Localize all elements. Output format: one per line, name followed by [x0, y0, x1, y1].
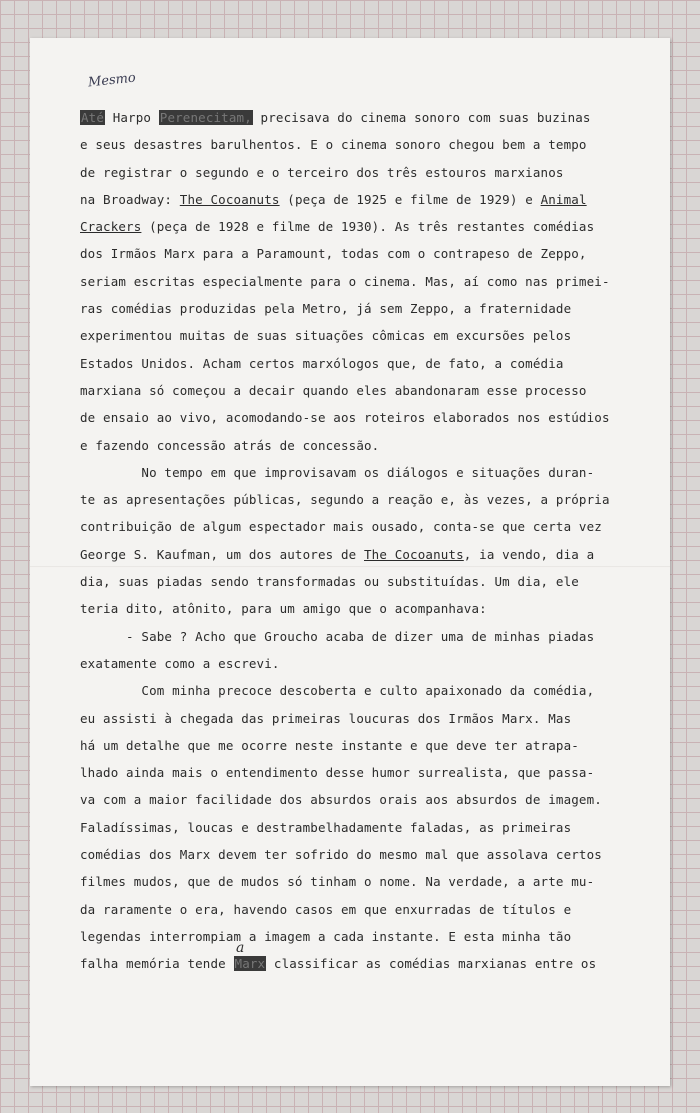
struck-text: Perenecitam,: [159, 110, 252, 125]
text-line: [80, 896, 650, 923]
text-run: e seus desastres barulhentos. E o cinema sonoro chegou bem a tempo: [80, 137, 587, 153]
text-run: , ia vendo, dia a: [463, 546, 595, 562]
text-line: [80, 186, 650, 213]
underlined-title: Animal: [540, 191, 587, 207]
text-line: [80, 568, 650, 595]
text-run: Estados Unidos. Acham certos marxólogos que, de fato, a comédia: [80, 355, 564, 371]
text-run: precisava do cinema sonoro com suas buzinas: [252, 110, 591, 125]
text-run: há um detalhe que me ocorre neste instante e que deve ter atrapa-: [80, 737, 579, 753]
text-run: comédias dos Marx devem ter sofrido do mesmo mal que assolava certos: [80, 847, 602, 863]
text-line: [80, 432, 650, 459]
underlined-title: The Cocoanuts: [179, 191, 280, 207]
text-line: [80, 923, 650, 950]
text-run: na Broadway:: [80, 191, 180, 207]
underlined-title: The Cocoanuts: [364, 546, 464, 562]
text-line: [80, 950, 650, 977]
text-run: experimentou muitas de suas situações cômicas em excursões pelos: [80, 328, 572, 344]
text-line: [80, 705, 650, 732]
text-line: [80, 240, 650, 267]
text-run: te as apresentações públicas, segundo a reação e, às vezes, a própria: [80, 492, 610, 508]
struck-text: Até: [81, 110, 105, 125]
text-run: filmes mudos, que de mudos só tinham o nome. Na verdade, a arte mu-: [80, 874, 595, 890]
text-run: - Sabe ? Acho que Groucho acaba de dizer uma de minhas piadas: [80, 628, 595, 644]
text-line: [80, 404, 650, 431]
text-line: [80, 623, 650, 650]
text-line: [80, 459, 650, 486]
text-run: contribuição de algum espectador mais ousado, conta-se que certa vez: [80, 519, 602, 535]
text-run: (peça de 1928 e filme de 1930). As três restantes comédias: [141, 219, 595, 235]
text-run: lhado ainda mais o entendimento desse humor surrealista, que passa-: [80, 765, 595, 781]
underlined-title: Crackers: [80, 219, 142, 235]
text-line: [80, 650, 650, 677]
text-line: [80, 131, 650, 158]
text-run: Faladíssimas, loucas e destrambelhadamente faladas, as primeiras: [80, 819, 572, 835]
text-line: [80, 377, 650, 404]
text-line: [80, 486, 650, 513]
text-line: [80, 759, 650, 786]
text-run: eu assisti à chegada das primeiras loucuras dos Irmãos Marx. Mas: [80, 710, 572, 726]
struck-text: Marx: [234, 956, 266, 972]
text-run: No tempo em que improvisavam os diálogos e situações duran-: [80, 464, 595, 480]
text-line: [80, 104, 650, 131]
text-run: de registrar o segundo e o terceiro dos três estouros marxianos: [80, 164, 564, 180]
text-run: Com minha precoce descoberta e culto apaixonado da comédia,: [80, 683, 595, 699]
text-run: teria dito, atônito, para um amigo que o acompanhava:: [80, 601, 487, 617]
text-run: dos Irmãos Marx para a Paramount, todas com o contrapeso de Zeppo,: [80, 246, 587, 262]
text-run: dia, suas piadas sendo transformadas ou substituídas. Um dia, ele: [80, 574, 579, 590]
text-line: [80, 541, 650, 568]
text-line: [80, 322, 650, 349]
handwritten-correction: a: [236, 940, 245, 956]
text-line: [80, 841, 650, 868]
text-run: (peça de 1925 e filme de 1929) e: [279, 191, 541, 207]
text-run: seriam escritas especialmente para o cinema. Mas, aí como nas primei-: [80, 273, 610, 289]
text-run: va com a maior facilidade dos absurdos orais aos absurdos de imagem.: [80, 792, 602, 808]
text-run: exatamente como a escrevi.: [80, 655, 280, 671]
text-line: [80, 868, 650, 895]
text-run: da raramente o era, havendo casos em que enxurradas de títulos e: [80, 901, 572, 917]
text-line: [80, 159, 650, 186]
typed-text: [80, 104, 650, 978]
text-line: [80, 595, 650, 622]
text-line: [80, 732, 650, 759]
text-run: ras comédias produzidas pela Metro, já sem Zeppo, a fraternidade: [80, 301, 572, 317]
text-run: Harpo: [105, 110, 159, 125]
text-run: George S. Kaufman, um dos autores de: [80, 546, 364, 562]
typewritten-page: [30, 38, 670, 1086]
text-line: [80, 814, 650, 841]
text-run: e fazendo concessão atrás de concessão.: [80, 437, 380, 453]
text-line: [80, 786, 650, 813]
text-line: [80, 213, 650, 240]
text-line: [80, 350, 650, 377]
text-run: classificar as comédias marxianas entre os: [266, 956, 597, 972]
text-run: legendas interrompiam a imagem a cada instante. E esta minha tão: [80, 928, 572, 944]
text-line: [80, 677, 650, 704]
text-run: falha memória tende: [80, 956, 234, 972]
text-line: [80, 513, 650, 540]
text-line: [80, 295, 650, 322]
text-line: [80, 268, 650, 295]
text-run: de ensaio ao vivo, acomodando-se aos roteiros elaborados nos estúdios: [80, 410, 610, 426]
text-run: marxiana só começou a decair quando eles abandonaram esse processo: [80, 382, 587, 398]
handwritten-note: Mesmo: [87, 70, 137, 91]
